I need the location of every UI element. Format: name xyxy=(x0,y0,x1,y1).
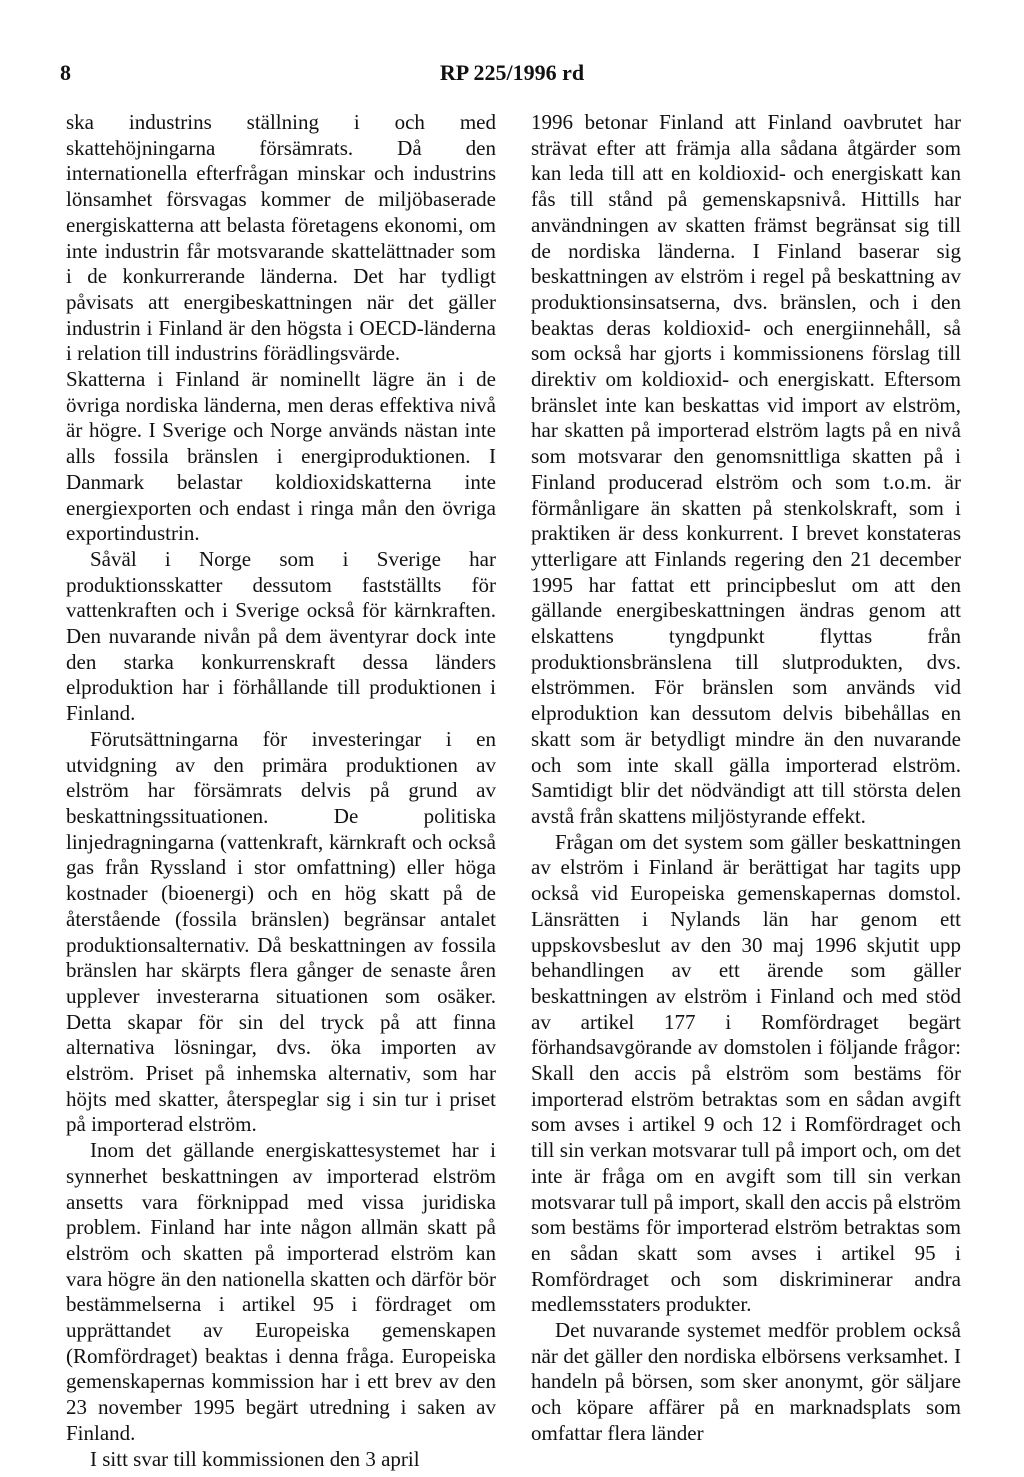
paragraph: Inom det gällande energiskattesystemet har i synnerhet beskattningen av importerad elström ansetts vara förknippad med vissa juridiska problem. Finland har inte någon allmän skatt på elström och skatten på importerad elström kan vara högre än den nationella skatten och därför bör bestämmelserna i artikel 95 i fördraget om upprättandet av Europeiska gemenskapen (Romfördraget) beaktas i denna fråga. Europeiska gemenskapernas kommission har i ett brev av den 23 november 1995 begärt utredning i saken av Finland. xyxy=(66,1138,496,1445)
paragraph: Förutsättningarna för investeringar i en utvidgning av den primära produktionen av elström har försämrats delvis på grund av beskattningssituationen. De politiska linjedragningarna (vattenkraft, kärnkraft och också gas från Ryssland i stor omfattning) eller höga kostnader (bioenergi) och en hög skatt på de återstående (fossila bränslen) begränsar antalet produktionsalternativ. Då beskattningen av fossila bränslen har skärpts flera gånger de senaste åren upplever investerarna situationen som osäker. Detta skapar för sin del tryck på att finna alternativa lösningar, dvs. öka importen av elström. Priset på inhemska alternativ, som har höjts med skatter, återspeglar sig i sin tur i priset på importerad elström. xyxy=(66,726,496,1137)
paragraph: Såväl i Norge som i Sverige har produktionsskatter dessutom fastställts för vattenkraften och i Sverige också för kärnkraften. Den nuvarande nivån på dem äventyrar dock inte den starka konkurrenskraft dessa länders elproduktion har i förhållande till produktionen i Finland. xyxy=(66,546,496,726)
paragraph: Skatterna i Finland är nominellt lägre än i de övriga nordiska länderna, men deras effektiva nivå är högre. I Sverige och Norge används nästan inte alls fossila bränslen i energiproduktionen. I Danmark belastar koldioxidskatterna inte energiexporten och endast i ringa mån den övriga exportindustrin. xyxy=(66,367,496,546)
paragraph: ska industrins ställning i och med skattehöjningarna försämrats. Då den internationella efterfrågan minskar och industrins lönsamhet försvagas kommer de miljöbaserade energiskatterna att belasta företagens ekonomi, om inte industrin får motsvarande skattelättnader som i de konkurrerande länderna. Det har tydligt påvisats att energibeskattningen när det gäller industrin i Finland är den högsta i OECD-länderna i relation till industrins förädlingsvärde. xyxy=(66,110,496,366)
page-number: 8 xyxy=(60,60,71,85)
paragraph: 1996 betonar Finland att Finland oavbrutet har strävat efter att främja alla sådana åtgärder som kan leda till att en koldioxid- och energiskatt kan fås till stånd på gemenskapsnivå. Hittills har användningen av skatten främst begränsat sig till de nordiska länderna. I Finland baserar sig beskattningen av elström i regel på beskattning av produktionsinsatserna, dvs. bränslen, och i den beaktas deras koldioxid- och energiinnehåll, så som också har gjorts i kommissionens förslag till direktiv om koldioxid- och energiskatt. Eftersom bränslet inte kan beskattas vid import av elström, har skatten på importerad elström lagts på en nivå som motsvarar den genomsnittliga skatten på i Finland producerad elström och som t.o.m. är förmånligare än skatten på stenkolskraft, som i praktiken är dess konkurrent. I brevet konstateras ytterligare att Finlands regering den 21 december 1995 har fattat ett principbeslut om att den gällande energibeskattningen ändras genom att elskattens tyngdpunkt flyttas från produktionsbränslena till slutprodukten, dvs. elströmmen. För bränslen som används vid elproduktion kan dessutom delvis bibehållas en skatt som är betydligt mindre än den nuvarande och som inte skall gälla importerad elström. Samtidigt blir det nödvändigt att till största delen avstå från skattens miljöstyrande effekt. xyxy=(531,110,961,828)
running-head: RP 225/1996 rd xyxy=(439,60,585,85)
right-text-column xyxy=(531,110,961,1447)
paragraph: Det nuvarande systemet medför problem också när det gäller den nordiska elbörsens verksamhet. I handeln på börsen, som sker anonymt, gör säljare och köpare affärer på en marknadsplats som omfattar flera länder xyxy=(531,1318,961,1445)
paragraph: I sitt svar till kommissionen den 3 april xyxy=(90,1446,420,1471)
left-text-column xyxy=(66,110,496,1472)
paragraph: Frågan om det system som gäller beskattningen av elström i Finland är berättigat har tagits upp också vid Europeiska gemenskapernas domstol. Länsrätten i Nylands län har genom ett uppskovsbeslut av den 30 maj 1996 skjutit upp behandlingen av ett ärende som gäller beskattningen av elström i Finland och med stöd av artikel 177 i Romfördraget begärt förhandsavgörande av domstolen i följande frågor: Skall den accis på elström som bestäms för importerad elström betraktas som en sådan avgift som avses i artikel 9 och 12 i Romfördraget och till sin verkan motsvarar tull på import och, om det inte är fråga om en avgift som till sin verkan motsvarar tull på import, skall den accis på elström som bestäms för importerad elström betraktas som en sådan skatt som avses i artikel 95 i Romfördraget och som diskriminerar andra medlemsstaters produkter. xyxy=(531,829,961,1317)
